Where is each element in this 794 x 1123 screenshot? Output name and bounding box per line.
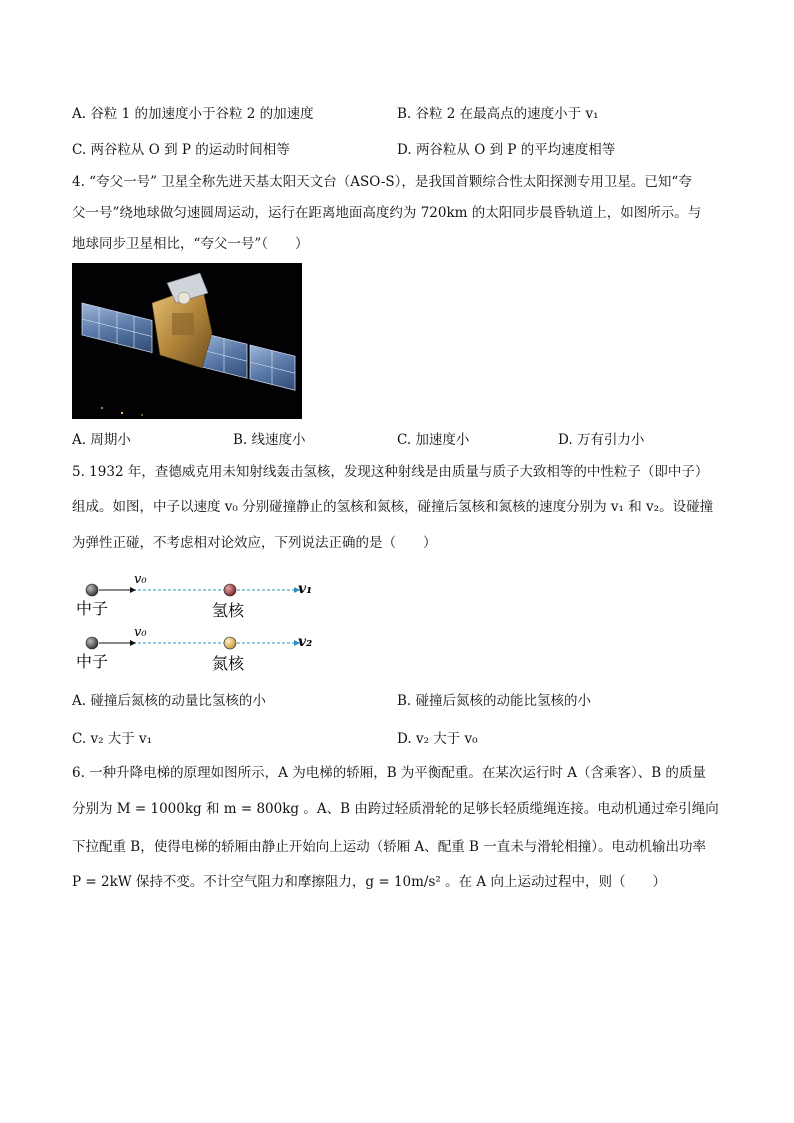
satellite-photo <box>72 263 302 419</box>
option-text: v₂ 大于 v₁ <box>90 731 153 747</box>
q3-option-b <box>397 105 599 123</box>
q6-stem-line-4: P = 2kW 保持不变。不计空气阻力和摩擦阻力，g = 10m/s² 。在 A 向上运动过程中，则（ ） <box>72 874 666 890</box>
q4-option-c <box>397 431 469 449</box>
q6-stem-line-1: 6. 一种升降电梯的原理如图所示，A 为电梯的轿厢，B 为平衡配重。在某次运行时 A（含乘客）、B 的质量 <box>72 765 706 781</box>
option-text: 两谷粒从 O 到 P 的平均速度相等 <box>415 142 616 158</box>
q4-option-a <box>72 431 131 449</box>
v0-label: v₀ <box>134 625 147 640</box>
q5-stem-line-3: 为弹性正碰，不考虑相对论效应，下列说法正确的是（ ） <box>72 535 437 551</box>
q6-stem-line-2: 分别为 M = 1000kg 和 m = 800kg 。A、B 由跨过轻质滑轮的足够长轻质缆绳连接。电动机通过牵引绳向 <box>72 801 719 817</box>
option-label: D. <box>397 142 412 158</box>
neutron-ball <box>86 584 98 596</box>
option-label: A. <box>72 693 87 709</box>
q3-option-c <box>72 141 290 159</box>
q4-option-d <box>558 431 644 449</box>
option-text: 谷粒 1 的加速度小于谷粒 2 的加速度 <box>90 106 314 122</box>
option-text: 加速度小 <box>415 432 470 448</box>
option-text: 谷粒 2 在最高点的速度小于 v₁ <box>415 106 599 122</box>
q3-option-a <box>72 105 314 123</box>
v1-label: v₁ <box>298 581 313 597</box>
option-label: C. <box>397 432 412 448</box>
option-label: B. <box>397 106 412 122</box>
option-text: 碰撞后氮核的动量比氢核的小 <box>90 693 266 709</box>
option-text: 周期小 <box>90 432 131 448</box>
option-text: 线速度小 <box>251 432 306 448</box>
option-label: C. <box>72 142 87 158</box>
v2-label: v₂ <box>298 634 313 650</box>
hydrogen-label: 氢核 <box>212 601 245 620</box>
option-text: 万有引力小 <box>576 432 645 448</box>
neutron-label: 中子 <box>76 599 109 618</box>
option-text: 两谷粒从 O 到 P 的运动时间相等 <box>90 142 290 158</box>
option-label: D. <box>558 432 573 448</box>
option-label: B. <box>397 693 412 709</box>
q5-option-a <box>72 692 266 710</box>
neutron-label: 中子 <box>76 652 109 671</box>
option-label: D. <box>397 731 412 747</box>
q6-stem-line-3: 下拉配重 B，使得电梯的轿厢由静止开始向上运动（轿厢 A、配重 B 一直未与滑轮相撞）。电动机输出功率 <box>72 839 707 855</box>
option-label: C. <box>72 731 87 747</box>
q5-option-d <box>397 730 478 748</box>
v0-label: v₀ <box>134 572 147 587</box>
hydrogen-ball <box>224 584 236 596</box>
q3-option-d <box>397 141 615 159</box>
nitrogen-ball <box>224 637 236 649</box>
q5-stem-line-1: 5. 1932 年，查德威克用未知射线轰击氢核，发现这种射线是由质量与质子大致相等的中性粒子（即中子） <box>72 464 709 480</box>
q5-option-c <box>72 730 152 748</box>
q4-stem-line-1: 4. “夸父一号” 卫星全称先进天基太阳天文台（ASO-S），是我国首颗综合性太阳探测专用卫星。已知“夸 <box>72 174 692 190</box>
q4-option-b <box>233 431 306 449</box>
collision-diagram <box>68 566 328 678</box>
q5-stem-line-2: 组成。如图，中子以速度 v₀ 分别碰撞静止的氢核和氮核，碰撞后氢核和氮核的速度分别为 v₁ 和 v₂。设碰撞 <box>72 499 714 515</box>
q5-option-b <box>397 692 591 710</box>
nitrogen-label: 氮核 <box>212 654 245 673</box>
option-label: A. <box>72 432 87 448</box>
option-text: v₂ 大于 v₀ <box>415 731 478 747</box>
q4-stem-line-2: 父一号”绕地球做匀速圆周运动，运行在距离地面高度约为 720km 的太阳同步晨昏轨道上，如图所示。与 <box>72 205 702 221</box>
option-label: A. <box>72 106 87 122</box>
q4-stem-line-3: 地球同步卫星相比，“夸父一号”（ ） <box>72 236 309 252</box>
neutron-ball <box>86 637 98 649</box>
option-label: B. <box>233 432 248 448</box>
option-text: 碰撞后氮核的动能比氢核的小 <box>415 693 592 709</box>
